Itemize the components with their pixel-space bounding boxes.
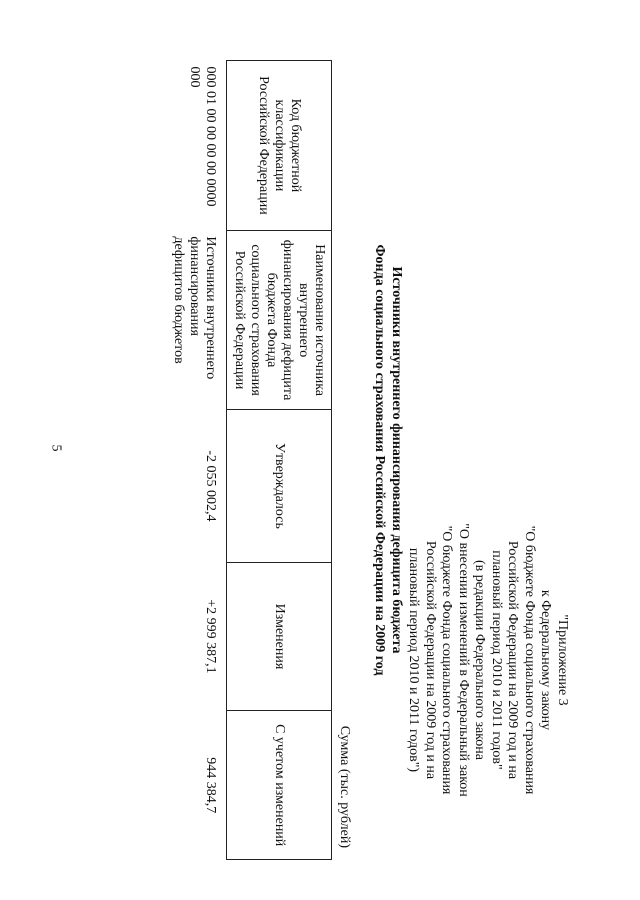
appendix-line: "О бюджете Фонда социального страхования <box>439 525 455 795</box>
appendix-line: "Приложение 3 <box>555 614 570 706</box>
header-with-changes: С учетом изменений <box>227 711 332 860</box>
appendix-line: Российской Федерации на 2009 год и на <box>505 540 521 780</box>
appendix-line: "О бюджете Фонда социального страхования <box>522 525 537 795</box>
cell-name: Источники внутреннего финансирования дефицитов бюджетов <box>171 236 218 380</box>
appendix-line: плановый период 2010 и 2011 годов") <box>406 547 422 773</box>
cell-with-changes: 944 384,7 <box>203 757 218 814</box>
table-row <box>162 61 227 860</box>
title-line-2: Фонда социального страхования Российской Федерации на 2009 год <box>372 244 387 676</box>
header-changes: Изменения <box>227 562 332 711</box>
header-approved: Утверждалось <box>227 410 332 562</box>
title-line-1: Источники внутреннего финансирования дефицита бюджета <box>389 266 404 654</box>
appendix-line: Российской Федерации на 2009 год и на <box>423 540 438 780</box>
appendix-line: плановый период 2010 и 2011 годов" <box>489 550 504 770</box>
document-title <box>371 60 405 860</box>
appendix-header <box>405 490 570 830</box>
units-label: Сумма (тыс. рублей) <box>337 725 352 848</box>
page-number: 5 <box>48 444 64 452</box>
cell-code: 000 01 00 00 00 00 0000 000 <box>187 66 218 207</box>
header-name: Наименование источника внутреннего финансирования дефицита бюджета Фонда социального страхования Российской Федерации <box>227 230 332 409</box>
financing-sources-table <box>162 60 332 860</box>
cell-approved: -2 055 002,4 <box>203 450 218 522</box>
appendix-line: (в редакции Федерального закона <box>472 560 488 760</box>
document-sheet <box>70 60 570 860</box>
cell-changes: +2 999 387,1 <box>203 599 218 674</box>
appendix-line: к Федеральному закону <box>538 589 554 731</box>
header-code: Код бюджетной классификации Российской Федерации <box>227 61 332 231</box>
appendix-line: "О внесении изменений в Федеральный закон <box>456 523 471 797</box>
table-header-row <box>227 61 332 860</box>
